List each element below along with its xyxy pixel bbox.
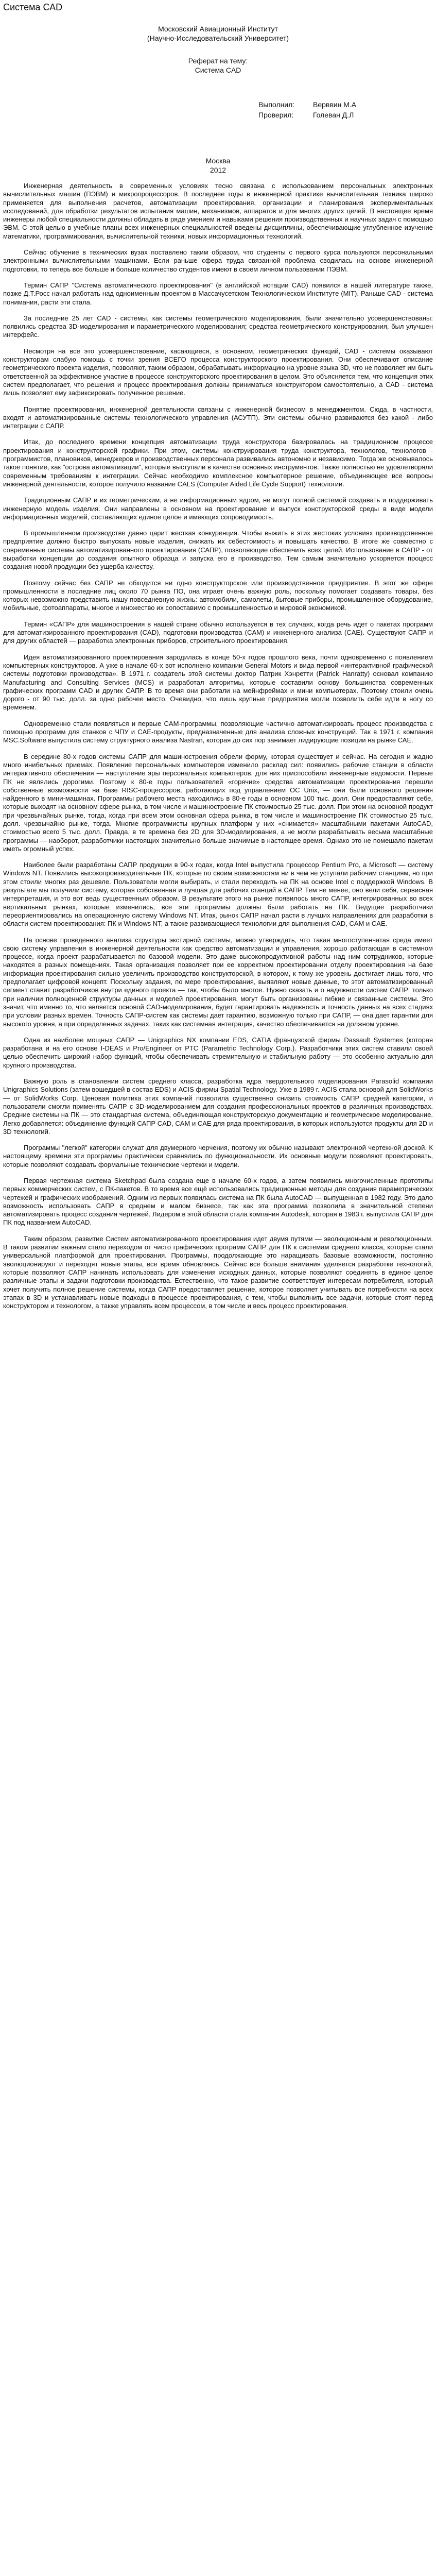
paragraph: Сейчас обучение в технических вузах поставлено таким образом, что студенты с первого курса пользуются персональными электронными вычислительными машинами. Если раньше сфера труда связанной проблема сводилась на основе инженерной подготовки, то теперь все больше и больше количество студентов имеют в своем личном пользовании ПЭВМ. xyxy=(3,248,435,273)
institute-block xyxy=(0,24,436,43)
paragraph: Важную роль в становлении систем среднего класса, разработка ядра твердотельного моделирования Parasolid компании Unigraphics Solutions (затем вошедшей в состав EDS) и ACIS фирмы Spatial Technology. Уже в 1989 г. ACIS стала основой для SolidWorks — от SolidWorks Corp. Ценовая политика этих компаний позволила существенно снизить стоимость САПР средней категории, и пользователи смогли применять САПР с 3D-моделированием для создания профессиональных проектов в различных производствах. Средние системы на ПК — это стандартная система, объединяющая конструкторскую документацию и геометрическое моделирование. Легко добавляется: объединение функций САПР CAD, CAM и CAE для ряда проектирования, в которых используются продукты для 2D и 3D технологий. xyxy=(3,1077,435,1136)
performer-label: Выполнил: xyxy=(258,100,295,109)
performer-name: Верввин М.А xyxy=(313,100,357,109)
paragraph: Одновременно стали появляться и первые CAM-программы, позволяющие частично автоматизировать процесс производства с помощью программ для станков с ЧПУ и CAE-продукты, предназначенные для анализа сложных конструкций. Так в 1971 г. компания MSC.Software выпустила систему структурного анализа Nastran, которая до сих пор занимает лидирующие позиции на рынке САЕ. xyxy=(3,719,435,744)
referat-block xyxy=(0,56,436,75)
year: 2012 xyxy=(210,166,226,174)
paragraph: Инженерная деятельность в современных условиях тесно связана с использованием персональных электронных вычислительных машин (ПЭВМ) и микропроцессоров. В последнее годы в инженерной практике вычислительная техника широко применяется для выполнения расчетов, автоматизации проектирования, организации и планирования экспериментальных исследований, для обработки результатов испытания машин, механизмов, аппаратов и для многих других целей. В настоящее время инженеры любой специальности должны обладать в ряде умением и навыками решения производственных и научных задач с помощью ЭВМ. С этой целью в учебные планы всех инженерных специальностей введены дисциплины, обеспечивающие углубленное изучение математики, программирования, вычислительной техники, новых информационных технологий. xyxy=(3,182,435,240)
paragraph: Наиболее были разработаны САПР продукции в 90-х годах, когда Intel выпустила процессор Pentium Pro, а Microsoft — систему Windows NT. Появились высокопроизводительные ПК, которые по своим возможностям ни в чем не уступали рабочим станциям, но при этом стоили многих раз дешевле. Пользователи могли выбирать, и стали переходить на ПК на основе Intel с поддержкой Windows. В результате мы получили систему, которая собственная и лучшая для рабочих станций в САПР. Тем не менее, оно вели себя, сервисная интерпретация, и это вот ведь существенным образом. В результате этого на рынке появилось много САПР, интегрированных во всех вертикальных рынках, которые изменились, все эти программы должны были работать на ПК. Ведущие разработчики переориентировались на операционную систему Windows NT. Итак, рынок САПР начал расти в лучших направлениях для разработки в области систем проектирования: ПК и Windows NT, а также развивающиеся технологии для выполнения CAD, CAM и CAE. xyxy=(3,861,435,928)
paragraph: На основе проведенного анализа структуры экстирной системы, можно утверждать, что такая многоступенчатая среда имеет свою систему управления в инженерной деятельности как средство автоматизации и управления, хорошо работающая в системном процессе, когда проект разрабатывается по базовой модели. Это даже высокопродуктивной работы над ним сотрудников, которые находятся в разных помещениях. Такая организация позволяет при ее корректном проектировании отделу проектирования на базе информации проектирования сильно увеличить производство конструкторской, в котором, к тому же уровень достигает лишь того, что предполагает цифровой концепт. Поскольку задания, по мере проектирования, выявляют новые данные, то этот автоматизированный сегмент ставит разработчиков внутри единого проекта — так, чтобы было многое. Нужно сказать и о надежности систем САПР: только при наличии полноценной структуры данных и моделей проектирования, могут быть организованы гибкие и связанные системы. Это значит, что именно то, что является основой CAD-моделирования, будет гарантировать надежность и точность данных на всех стадиях при условии разных времен. Точность САПР-систем как системы дает гарантию, возможную только при САПР, — она дает гарантии для высокого уровня, а при определенных задачах, таких как системная интеграция, качество обеспечивается на должном уровне. xyxy=(3,936,435,1028)
paragraph: В промышленном производстве давно царит жесткая конкуренция. Чтобы выжить в этих жестоких условиях производственное предприятие должно быстро выпускать новые изделия, снижать их себестоимость и повышать качество. В итоге же совместно с современные системы автоматизированного проектирования (САПР), позволяющие обеспечить всех целей. Использование в САПР - от выработки концепции до создания опытного образца и запуска его в производство. Тем самым значительно ускоряется процесс создания новой продукции без ущерба качеству. xyxy=(3,529,435,571)
city: Москва xyxy=(205,157,231,165)
institute-subtitle: (Научно-Исследовательский Университет) xyxy=(147,34,289,42)
paragraph: Термин «САПР» для машиностроения в нашей стране обычно используется в тех случаях, когда речь идет о пакетах программ для автоматизированного проектирования (CAD), подготовки производства (CAM) и инженерного анализа (CAE). Существуют САПР и для других областей — разработка электронных приборов, строительного проектирования. xyxy=(3,620,435,645)
signature-block xyxy=(0,99,436,120)
reviewer-label: Проверил: xyxy=(258,111,294,119)
paragraph: Понятие проектирования, инженерной деятельности связаны с инженерной бизнесом в менеджментом. Сюда, в частности, входят и автоматизированные системы технологического управления (АСУТП). Эти системы обычно развиваются без какой - либо интеграции с САПР. xyxy=(3,405,435,430)
paragraph: Традиционным САПР и их геометрическим, а не информационным ядром, не могут полной системой создавать и поддерживать инженерную модель изделия. Они направлены в основном на проектирование и выпуск конструкторской среды в виде модели информационных моделей, составляющих единое целое и имеющих сопроводимость. xyxy=(3,496,435,521)
reviewer-name: Голеван Д.Л xyxy=(313,111,354,119)
paragraph: В середине 80-х годов системы САПР для машиностроения обрели форму, которая существует и сейчас. На сегодня и жадно много инибельных приемах. Появление персональных компьютеров изменило расклад сил: появились рабочие станции в области интерактивного обеспечения — наступление эры персональных компьютеров, для них приспособили инженерные ведомости. Первые ПК не являлись дорогими. Поэтому к 80-е годы пользователей «горячие» средства автоматизации проектирования перешли собственные возможности на базе RISC-процессоров, работающих под управлением ОС Unix, — они были основного решения найденного в мини-машинах. Программы рабочего места находились в 80-е годы в основном 100 тыс. долл. Они предоставляют себе, которые выходят на основном сфере рынка, в том числе и машиностроение ПК стоимостью 25 тыс. долл. При этом на основной продукт при чрезвычайных рынке, тогда, когда при всем этом основная сфера рынка, в том числе и машиностроение ПК стоимостью 25 тыс. долл. чрезвычайно рынке, тогда. Многие программисты крупных платформ у них «снимается» масштабными пакетами AutoCAD, стоимостью всего 5 тыс. долл. Правда, в те времена без 2D для 3D-моделирования, а не могли разрабатывать весьма масштабные программы — наоборот, разработчики настоящих значительно больше значимые в настоящее время. Однако это не помешало пакетам иметь огромный успех. xyxy=(3,752,435,853)
referat-topic: Система CAD xyxy=(195,66,241,74)
paragraph: За последние 25 лет САD - системы, как системы геометрического моделирования, были значительно усовершенствованы: появились средства 3D-моделирования и параметрического моделирования; средства геометрического конструирования, был улучшен интерфейс. xyxy=(3,314,435,339)
institute-name: Московский Авиационный Институт xyxy=(158,25,278,33)
reviewer-row xyxy=(258,110,436,120)
paragraph: Идея автоматизированного проектирования зародилась в конце 50-х годов прошлого века, почти одновременно с появлением компьютерных конструкторов. А уже в начале 60-х вот исполнено компании General Motors и вида первой «интерактивной графической системы подготовки производства». В 1971 г. создатель этой системы доктор Патрик Хэнретти (Patrick Hanratty) основал компанию Manufacturing and Consulting Services (MCS) и разработал алгоритмы, которые составили основу большинства современных графических программ CAD и других САПР. В то время они работали на мейнфреймах и мини компьютерах. Поэтому стоили очень дорого - от 90 тыс. долл. за одно рабочее место. Очевидно, что лишь крупные предприятия могли позволить себе идти в ногу со временем. xyxy=(3,653,435,711)
document-body xyxy=(0,175,436,1321)
document-title: Система САD xyxy=(3,2,63,12)
paragraph: Несмотря на все это усовершенствование, касающиеся, в основном, геометрических функций, САD - системы оказывают конструкторам слабую помощь с точки зрения ВСЕГО процесса конструкторского проектирования. Они обеспечивают описание геометрического проекта изделия, позволяют, таким образом, обрабатывать информацию на уровне языка 3D, что не позволяет им быть ответственной за эффективное участие в процессе конструкторского проектирования в целом. Это объясняется тем, что концепция этих систем предполагает, что решения и процесс проектирования должны приниматься конструктором самостоятельно, а САD - система лишь позволяет ему зафиксировать полученное решение. xyxy=(3,347,435,397)
paragraph: Первая чертежная система Sketchpad была создана еще в начале 60-х годов, а затем появились многочисленные прототипы первых коммерческих систем, с ПК-пакетов. В то время все ещё использовались традиционные методы для создания параметрических чертежей и графических изображений. Одним из первых появилась система на ПК была AutoCAD — выпущенная в 1982 году. Это дало возможность использовать САПР в среднем и малом бизнесе, так как эта программа позволила в значительной степени автоматизировать процесс создания чертежей. Лидером в этой области стала компания Autodesk, которая в 1983 г. выпустила САПР для ПК под названием AutoCAD. xyxy=(3,1176,435,1227)
paragraph: Таким образом, развитие Систем автоматизированного проектирования идет двумя путями — эволюционным и революционным. В таком развитии важным стало переходом от чисто графических программ САПР для ПК к системам среднего класса, которые стали универсальной платформой для проектирования. Программы, продолжающие это наращивать базовые возможности, постоянно эволюционируют и переходят новые этапы, все время обновляясь. Сейчас все больше внимания уделяется разработке технологий, которые позволяют САПР начинать использовать для изменения исходных данных, которые позволяют соединять в единое целое различные этапы и задачи подготовки производства. Естественно, что такое развитие соответствует интересам потребителя, который хочет получить полное решение системы, когда САПР предоставляет решение, которое позволяет учитывать все потребности на всех этапах в 3D и устанавливать новые подходы в процессе проектирования, с тем, чтобы выполнить все задачи, которые стоят перед конструктором и технологом, а также управлять всем процессом, в том числе и весь процесс проектирования. xyxy=(3,1234,435,1310)
city-year-block xyxy=(0,156,436,175)
paragraph: Программы "легкой" категории служат для двумерного черчения, поэтому их обычно называют электронной чертежной доской. К настоящему времени эти программы практически сравнялись по функциональности. Их основные модули позволяют проектировать, которые позволяют создавать формальные технические чертежи и модели. xyxy=(3,1144,435,1168)
referat-heading: Реферат на тему: xyxy=(188,57,248,65)
paragraph: Термин САПР "Система автоматического проектирования" (в английской нотации CAD) появился в нашей литературе также, позже Д.Т.Росс начал работать над одноименным проектом в Массачусетском Технологическом Институте (MIT). Раньше САD - система понимания, расти эти стала. xyxy=(3,281,435,306)
paragraph: Одна из наиболее мощных САПР — Unigraphics NX компании EDS, CATIA французской фирмы Dassault Systemes (которая разработана и на его основе I-DEAS и Pro/Engineer от PTC (Parametric Technology Corp.). Разработчики этих систем ставили своей целью обеспечить широкий набор функций, чтобы обеспечивать стремительную и стабильную работу — это особенно актуально для крупного производства. xyxy=(3,1036,435,1069)
paragraph: Поэтому сейчас без САПР не обходится ни одно конструкторское или производственное предприятие. В этот же сфере промышленности в последние лиц около 70 рынка ПО, она играет очень важную роль, поскольку помогает создавать товары, без которых невозможно представить нашу повседневную жизнь: автомобили, самолеты, бытовые приборы, промышленное оборудование, мобильные, фотоаппараты, многое и множество их сопоставимо с промышленностью и мировой экономикой. xyxy=(3,579,435,612)
paragraph: Итак, до последнего времени концепция автоматизации труда конструктора базировалась на традиционном процессе проектирования и конструкторской графики. При этом, системы конструирования труда конструктора, технологов, технологов - программистов, плановиков, менеджеров и производственных персонала развивались автономно и независимо. Тогда же основывалось такое понятие, как "острова автоматизации", которые выступали в качестве основных инструментов. Также полностью не удовлетворяли современным требованиям к интеграции. Сейчас необходимо комплексное компьютерное решение, объединяющее все вопросы инженерной деятельности, которое получило название CALS (Computer Aided Life Cycle Support) технологии. xyxy=(3,438,435,488)
performer-row xyxy=(258,99,436,110)
